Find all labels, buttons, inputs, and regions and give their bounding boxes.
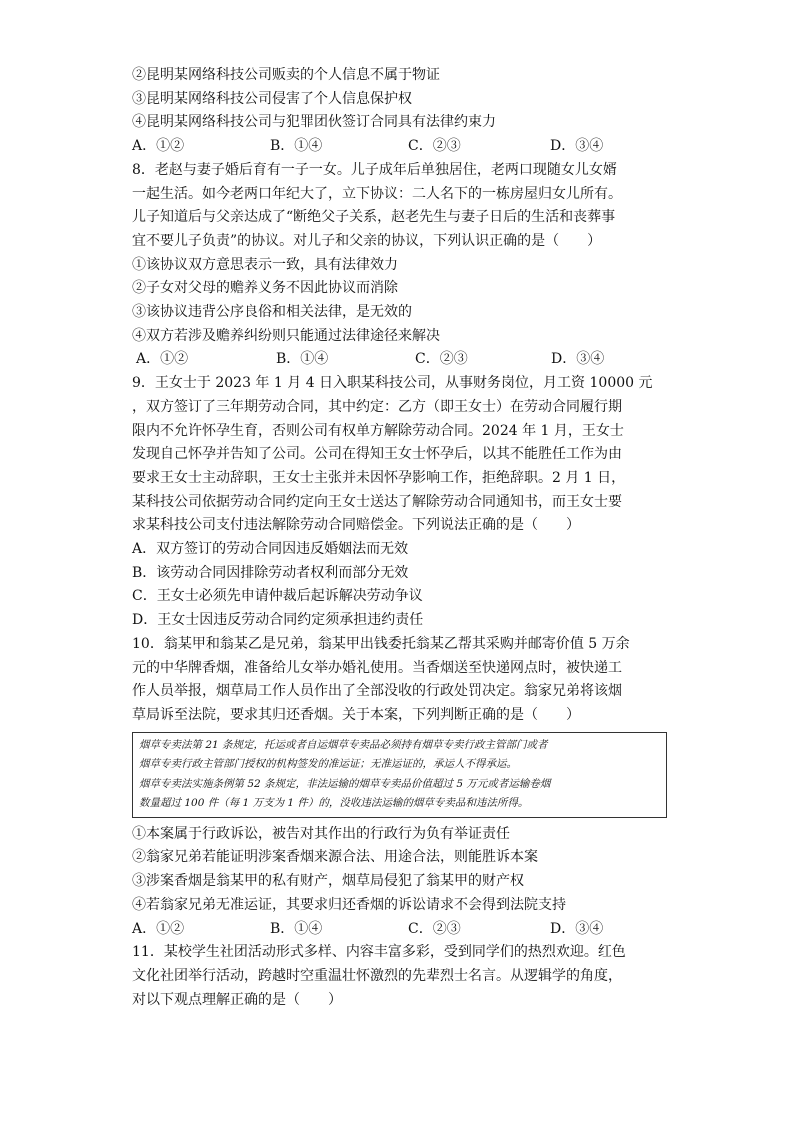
q8-options	[132, 348, 667, 372]
q9-choice-a: A．双方签订的劳动合同因违反婚姻法而无效	[132, 541, 409, 558]
q8-option-d: D．③④	[551, 351, 605, 368]
q10-box-line: 烟草专卖法实施条例第 52 条规定，非法运输的烟草专卖品价值超过 5 万元或者运输卷烟	[139, 777, 551, 790]
q9-line: 某科技公司依据劳动合同约定向王女士送达了解除劳动合同通知书，而王女士要	[132, 493, 622, 510]
q10-line: 10．翁某甲和翁某乙是兄弟，翁某甲出钱委托翁某乙帮其采购并邮寄价值 5 万余	[132, 635, 630, 652]
q10-law-excerpt-box	[132, 732, 667, 818]
q10-item-3: ③涉案香烟是翁某甲的私有财产，烟草局侵犯了翁某甲的财产权	[132, 873, 524, 890]
question-11-stem	[132, 941, 667, 1012]
q10-option-c: C．②③	[408, 920, 461, 937]
q10-box-line: 烟草专卖法第 21 条规定，托运或者自运烟草专卖品必须持有烟草专卖行政主管部门或者	[139, 738, 548, 751]
q10-line: 草局诉至法院，要求其归还香烟。关于本案，下列判断正确的是（ ）	[132, 706, 580, 723]
q10-item-4: ④若翁家兄弟无准运证，其要求归还香烟的诉讼请求不会得到法院支持	[132, 896, 566, 913]
q7-item-2: ②昆明某网络科技公司贩卖的个人信息不属于物证	[132, 67, 440, 83]
q7-item-4: ④昆明某网络科技公司与犯罪团伙签订合同具有法律约束力	[132, 114, 496, 131]
question-10-items	[132, 823, 667, 918]
q8-line: 8．老赵与妻子婚后育有一子一女。儿子成年后单独居住，老两口现随女儿女婿	[132, 161, 617, 178]
q10-item-2: ②翁家兄弟若能证明涉案香烟来源合法、用途合法，则能胜诉本案	[132, 849, 538, 866]
question-10-stem	[132, 633, 667, 728]
q9-line: ，双方签订了三年期劳动合同，其中约定：乙方（即王女士）在劳动合同履行期	[132, 398, 622, 415]
q8-option-a: A．①②	[136, 351, 189, 368]
question-8-items	[132, 254, 667, 349]
q10-line: 作人员举报，烟草局工作人员作出了全部没收的行政处罚决定。翁家兄弟将该烟	[132, 683, 622, 700]
question-9-stem	[132, 372, 667, 538]
q8-item-3: ③该协议违背公序良俗和相关法律，是无效的	[132, 304, 412, 321]
q7-option-c: C．②③	[408, 138, 461, 155]
q9-line: 要求王女士主动辞职，王女士主张并未因怀孕影响工作，拒绝辞职。2 月 1 日，	[132, 469, 626, 486]
q9-line: 求某科技公司支付违法解除劳动合同赔偿金。下列说法正确的是（ ）	[132, 517, 580, 534]
q9-choice-c: C．王女士必须先申请仲裁后起诉解决劳动争议	[132, 588, 423, 605]
q7-option-d: D．③④	[550, 138, 604, 155]
q7-option-b: B．①④	[270, 138, 323, 155]
q11-line: 文化社团举行活动，跨越时空重温壮怀激烈的先辈烈士名言。从逻辑学的角度，	[132, 967, 622, 984]
q11-line: 11．某校学生社团活动形式多样、内容丰富多彩，受到同学们的热烈欢迎。红色	[132, 944, 626, 961]
q7-item-3: ③昆明某网络科技公司侵害了个人信息保护权	[132, 90, 412, 107]
q11-line: 对以下观点理解正确的是（ ）	[132, 991, 342, 1008]
q10-options	[132, 918, 667, 942]
q8-option-c: C．②③	[415, 351, 468, 368]
q9-choice-d: D．王女士因违反劳动合同约定须承担违约责任	[132, 612, 424, 629]
q8-line: 宜不要儿子负责”的协议。对儿子和父亲的协议，下列认识正确的是（ ）	[132, 232, 602, 249]
q9-line: 9．王女士于 2023 年 1 月 4 日入职某科技公司，从事财务岗位，月工资 10000 元	[132, 375, 653, 392]
q10-box-line: 烟草专卖行政主管部门授权的机构签发的准运证；无准运证的，承运人不得承运。	[139, 758, 517, 771]
q8-item-2: ②子女对父母的赡养义务不因此协议而消除	[132, 280, 398, 297]
q9-line: 限内不允许怀孕生育，否则公司有权单方解除劳动合同。2024 年 1 月，王女士	[132, 422, 624, 439]
q8-line: 儿子知道后与父亲达成了“断绝父子关系，赵老先生与妻子日后的生活和丧葬事	[132, 209, 616, 226]
exam-content	[132, 64, 667, 1012]
q8-line: 一起生活。如今老两口年纪大了，立下协议：二人名下的一栋房屋归女儿所有。	[132, 185, 622, 202]
q10-item-1: ①本案属于行政诉讼，被告对其作出的行政行为负有举证责任	[132, 825, 510, 842]
q8-item-1: ①该协议双方意思表示一致，具有法律效力	[132, 256, 398, 273]
q10-box-line: 数量超过 100 件（每 1 万支为 1 件）的，没收违法运输的烟草专卖品和违法所得。	[139, 797, 529, 810]
q7-option-a: A．①②	[132, 138, 185, 155]
q10-option-a: A．①②	[132, 920, 185, 937]
question-8-stem	[132, 159, 667, 254]
q9-line: 发现自己怀孕并告知了公司。公司在得知王女士怀孕后，以其不能胜任工作为由	[132, 446, 622, 463]
q7-options	[132, 135, 667, 159]
question-7-items	[132, 64, 667, 135]
q10-option-d: D．③④	[550, 920, 604, 937]
question-9-choices	[132, 538, 667, 633]
q10-option-b: B．①④	[270, 920, 323, 937]
q8-item-4: ④双方若涉及赡养纠纷则只能通过法律途径来解决	[132, 327, 440, 344]
q9-choice-b: B．该劳动合同因排除劳动者权利而部分无效	[132, 564, 409, 581]
q8-option-b: B．①④	[276, 351, 329, 368]
q10-line: 元的中华牌香烟，准备给儿女举办婚礼使用。当香烟送至快递网点时，被快递工	[132, 659, 622, 676]
